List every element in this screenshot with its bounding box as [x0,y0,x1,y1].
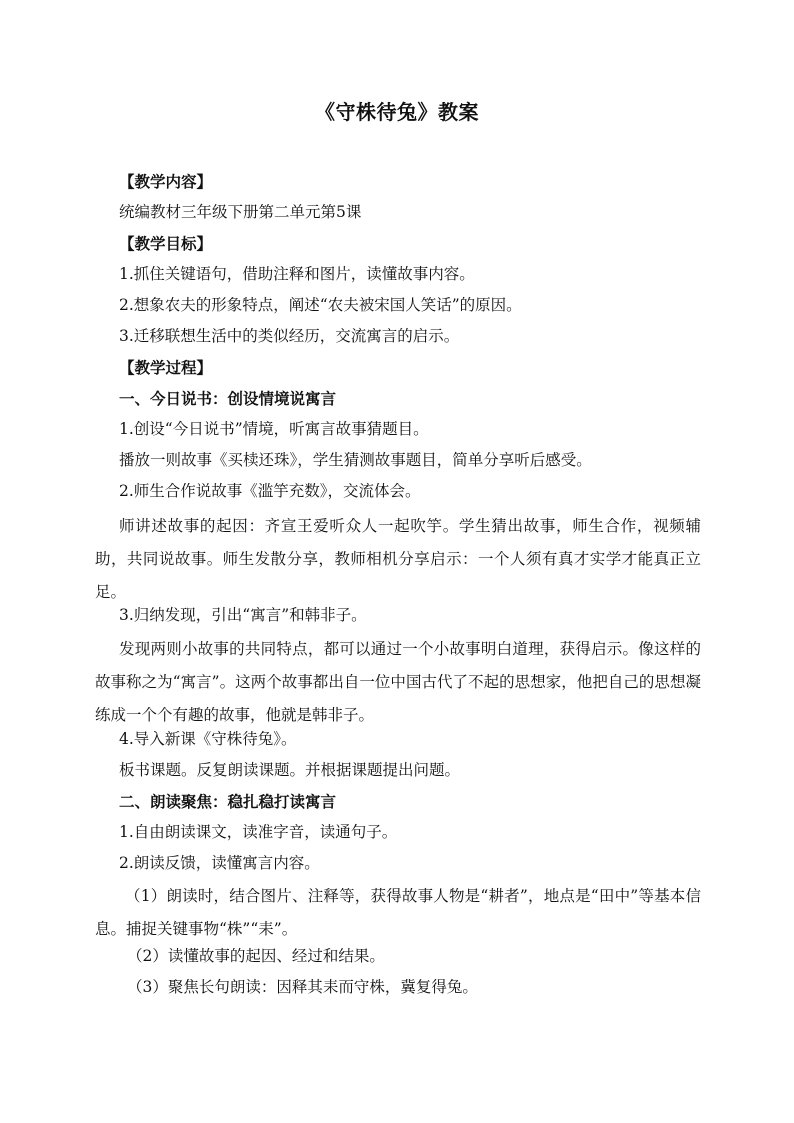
goal-item: 1.抓住关键语句，借助注释和图片，读懂故事内容。 [119,265,475,283]
paragraph: 2.朗读反馈，读懂寓言内容。 [119,854,320,872]
paragraph: 2.师生合作说故事《滥竽充数》，交流体会。 [119,482,421,500]
paragraph: 1.创设“今日说书”情境，听寓言故事猜题目。 [119,420,429,438]
goal-item: 2.想象农夫的形象特点，阐述“农夫被宋国人笑话”的原因。 [119,296,522,314]
section-heading-goals: 【教学目标】 [119,234,213,253]
part2-heading: 二、朗读聚焦：稳扎稳打读寓言 [119,792,337,811]
paragraph: 4.导入新课《守株待兔》。 [119,730,297,748]
paragraph: 1.自由朗读课文，读准字音，读通句子。 [119,823,398,841]
content-text: 统编教材三年级下册第二单元第5课 [119,203,362,221]
paragraph: 3.归纳发现，引出“寓言”和韩非子。 [119,606,367,624]
part1-heading: 一、今日说书：创设情境说寓言 [119,389,337,408]
section-heading-content: 【教学内容】 [119,172,213,191]
section-heading-process: 【教学过程】 [119,358,213,377]
document-title: 《守株待兔》教案 [315,100,479,124]
paragraph: （2）读懂故事的起因、经过和结果。 [127,947,385,965]
paragraph: 师讲述故事的起因：齐宣王爱听众人一起吹竽。学生猜出故事，师生合作，视频辅助，共同说故事。师生发散分享，教师相机分享启示：一个人须有真才实学才能真正立足。 [95,517,701,601]
paragraph: （3）聚焦长句朗读：因释其耒而守株，冀复得兔。 [127,978,478,996]
paragraph: （1）朗读时，结合图片、注释等，获得故事人物是“耕者”，地点是“田中”等基本信息。捕捉关键事物“株”“耒”。 [95,887,701,938]
paragraph: 板书课题。反复朗读课题。并根据课题提出问题。 [119,761,461,779]
goal-item: 3.迁移联想生活中的类似经历，交流寓言的启示。 [119,327,460,345]
paragraph: 播放一则故事《买椟还珠》，学生猜测故事题目，简单分享听后感受。 [119,451,592,469]
paragraph: 发现两则小故事的共同特点，都可以通过一个小故事明白道理，获得启示。像这样的故事称之为“寓言”。这两个故事都出自一位中国古代了不起的思想家，他把自己的思想凝练成一个个有趣的故事，他就是韩非子。 [95,640,701,724]
